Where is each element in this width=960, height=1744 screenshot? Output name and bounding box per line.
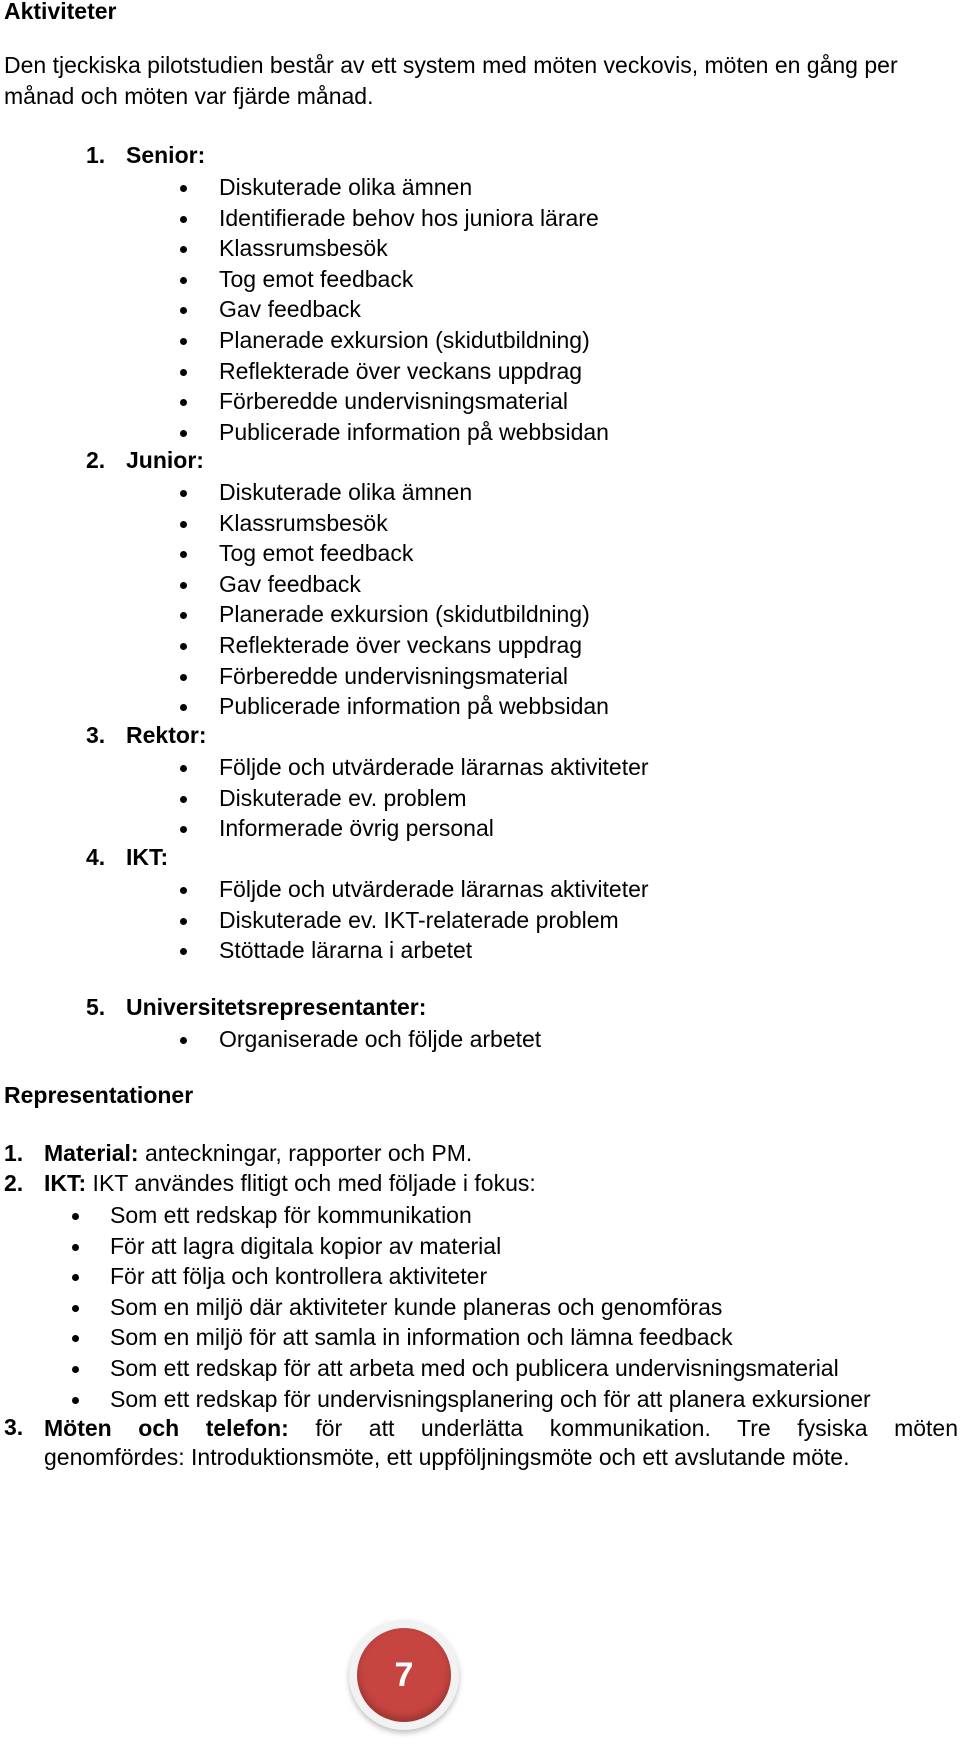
bullet-icon bbox=[180, 765, 187, 772]
category-number: 1. bbox=[86, 142, 106, 168]
list-item: Som ett redskap för kommunikation bbox=[0, 1200, 871, 1231]
list-item: Reflekterade över veckans uppdrag bbox=[0, 630, 609, 661]
bullet-icon bbox=[72, 1397, 79, 1404]
bullet-icon bbox=[180, 582, 187, 589]
category-number: 4. bbox=[86, 844, 106, 870]
bullet-icon bbox=[180, 369, 187, 376]
bullet-icon bbox=[180, 674, 187, 681]
bullet-icon bbox=[180, 521, 187, 528]
list-item: Klassrumsbesök bbox=[0, 233, 609, 264]
representation-number: 1. bbox=[4, 1140, 24, 1166]
category-list bbox=[0, 172, 609, 447]
bullet-icon bbox=[180, 430, 187, 437]
list-item: Förberedde undervisningsmaterial bbox=[0, 661, 609, 692]
bullet-icon bbox=[180, 643, 187, 650]
category-list bbox=[0, 477, 609, 722]
bullet-icon bbox=[180, 277, 187, 284]
list-item: Gav feedback bbox=[0, 294, 609, 325]
list-item: Planerade exkursion (skidutbildning) bbox=[0, 599, 609, 630]
category-title: Junior: bbox=[126, 447, 204, 473]
heading-aktiviteter: Aktiviteter bbox=[4, 0, 117, 24]
category-number: 5. bbox=[86, 994, 106, 1020]
list-item: Följde och utvärderade lärarnas aktiviteter bbox=[0, 752, 649, 783]
category-list bbox=[0, 752, 649, 844]
representation-line-1: Möten och telefon: för att underlätta kommunikation. Tre fysiska möten bbox=[44, 1415, 958, 1441]
ikt-focus-list bbox=[0, 1200, 871, 1414]
bullet-icon bbox=[72, 1213, 79, 1220]
list-item: Diskuterade ev. problem bbox=[0, 783, 649, 814]
category-list bbox=[0, 874, 649, 966]
representation-line-2: genomfördes: Introduktionsmöte, ett uppföljningsmöte och ett avslutande möte. bbox=[44, 1444, 850, 1470]
list-item: För att lagra digitala kopior av material bbox=[0, 1231, 871, 1262]
list-item: Förberedde undervisningsmaterial bbox=[0, 386, 609, 417]
list-item: Informerade övrig personal bbox=[0, 813, 649, 844]
list-item: Tog emot feedback bbox=[0, 538, 609, 569]
list-item: Tog emot feedback bbox=[0, 264, 609, 295]
list-item: Följde och utvärderade lärarnas aktiviteter bbox=[0, 874, 649, 905]
category-title: Universitetsrepresentanter: bbox=[126, 994, 427, 1020]
representation-text: IKT: IKT användes flitigt och med följade i fokus: bbox=[44, 1170, 536, 1196]
list-item: Diskuterade olika ämnen bbox=[0, 172, 609, 203]
bullet-icon bbox=[180, 1037, 187, 1044]
list-item: Som en miljö för att samla in information och lämna feedback bbox=[0, 1322, 871, 1353]
bullet-icon bbox=[180, 246, 187, 253]
list-item: Organiserade och följde arbetet bbox=[0, 1024, 541, 1055]
bullet-icon bbox=[180, 307, 187, 314]
representation-number: 2. bbox=[4, 1170, 24, 1196]
bullet-icon bbox=[180, 948, 187, 955]
category-number: 2. bbox=[86, 447, 106, 473]
list-item: Gav feedback bbox=[0, 569, 609, 600]
list-item: Stöttade lärarna i arbetet bbox=[0, 935, 649, 966]
category-number: 3. bbox=[86, 722, 106, 748]
bullet-icon bbox=[180, 918, 187, 925]
representation-text: Material: anteckningar, rapporter och PM. bbox=[44, 1140, 473, 1166]
bullet-icon bbox=[72, 1274, 79, 1281]
bullet-icon bbox=[72, 1305, 79, 1312]
list-item: Som en miljö där aktiviteter kunde planeras och genomföras bbox=[0, 1292, 871, 1323]
intro-paragraph: Den tjeckiska pilotstudien består av ett system med möten veckovis, möten en gång per månad och möten var fjärde månad. bbox=[4, 52, 898, 109]
list-item: Publicerade information på webbsidan bbox=[0, 417, 609, 448]
list-item: För att följa och kontrollera aktiviteter bbox=[0, 1261, 871, 1292]
list-item: Klassrumsbesök bbox=[0, 508, 609, 539]
bullet-icon bbox=[180, 704, 187, 711]
representation-number: 3. bbox=[4, 1414, 24, 1440]
bullet-icon bbox=[180, 399, 187, 406]
bullet-icon bbox=[180, 612, 187, 619]
bullet-icon bbox=[180, 185, 187, 192]
category-title: Senior: bbox=[126, 142, 206, 168]
page-number-badge bbox=[349, 1620, 459, 1730]
bullet-icon bbox=[72, 1366, 79, 1373]
list-item: Diskuterade ev. IKT-relaterade problem bbox=[0, 905, 649, 936]
bullet-icon bbox=[180, 826, 187, 833]
bullet-icon bbox=[180, 551, 187, 558]
list-item: Reflekterade över veckans uppdrag bbox=[0, 356, 609, 387]
category-title: IKT: bbox=[126, 844, 169, 870]
bullet-icon bbox=[180, 338, 187, 345]
list-item: Som ett redskap för undervisningsplanering och för att planera exkursioner bbox=[0, 1384, 871, 1415]
list-item: Planerade exkursion (skidutbildning) bbox=[0, 325, 609, 356]
list-item: Diskuterade olika ämnen bbox=[0, 477, 609, 508]
heading-representationer: Representationer bbox=[4, 1082, 194, 1108]
bullet-icon bbox=[180, 216, 187, 223]
list-item: Publicerade information på webbsidan bbox=[0, 691, 609, 722]
category-title: Rektor: bbox=[126, 722, 207, 748]
bullet-icon bbox=[180, 796, 187, 803]
bullet-icon bbox=[180, 887, 187, 894]
category-list bbox=[0, 1024, 541, 1055]
bullet-icon bbox=[72, 1335, 79, 1342]
bullet-icon bbox=[72, 1244, 79, 1251]
representation-text bbox=[44, 1414, 958, 1472]
list-item: Identifierade behov hos juniora lärare bbox=[0, 203, 609, 234]
bullet-icon bbox=[180, 490, 187, 497]
list-item: Som ett redskap för att arbeta med och publicera undervisningsmaterial bbox=[0, 1353, 871, 1384]
page-number: 7 bbox=[357, 1628, 451, 1722]
